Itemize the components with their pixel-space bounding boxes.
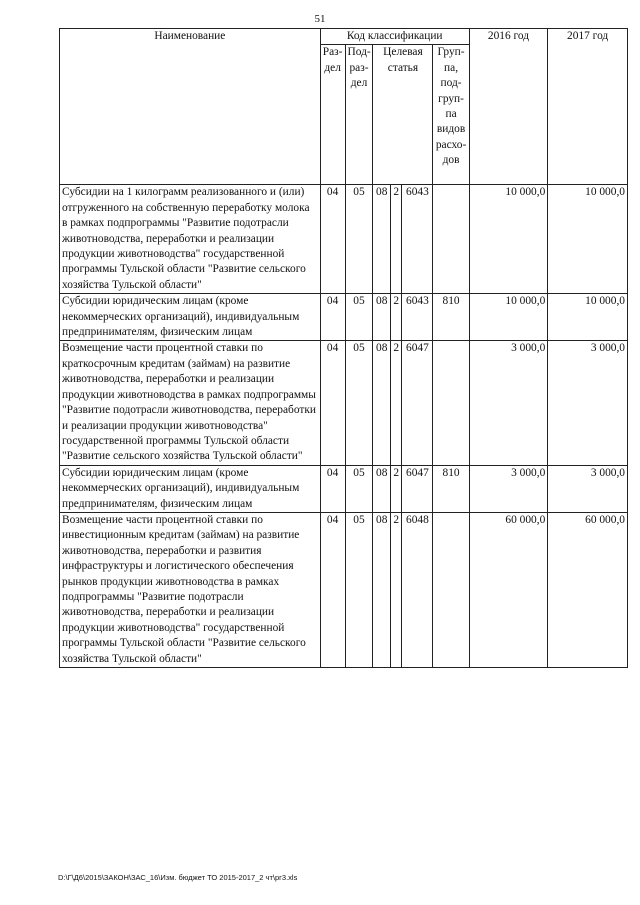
row-value-2016: 60 000,0 xyxy=(469,512,548,667)
row-value-2016: 10 000,0 xyxy=(469,185,548,294)
row-value-2017: 10 000,0 xyxy=(548,185,628,294)
row-section: 04 xyxy=(320,294,345,341)
row-value-2017: 60 000,0 xyxy=(548,512,628,667)
row-target-code: 6047 xyxy=(402,341,433,465)
row-target-program: 08 xyxy=(373,512,391,667)
header-classification-code: Код классификации xyxy=(320,29,469,45)
header-expense-group: Груп- па, под- груп- па видов расхо- дов xyxy=(433,45,469,185)
header-year-2017: 2017 год xyxy=(548,29,628,185)
row-expense-group: 810 xyxy=(433,294,469,341)
row-target-code: 6043 xyxy=(402,185,433,294)
header-target-article: Целевая статья xyxy=(373,45,433,185)
row-subsection: 05 xyxy=(345,512,373,667)
row-section: 04 xyxy=(320,512,345,667)
row-target-subprogram: 2 xyxy=(391,185,402,294)
header-year-2016: 2016 год xyxy=(469,29,548,185)
row-subsection: 05 xyxy=(345,185,373,294)
row-target-code: 6047 xyxy=(402,465,433,512)
row-value-2016: 3 000,0 xyxy=(469,465,548,512)
row-subsection: 05 xyxy=(345,465,373,512)
header-name: Наименование xyxy=(60,29,321,185)
row-target-code: 6048 xyxy=(402,512,433,667)
file-path-footer: D:\Г\Д6\2015\ЗАКОН\ЗАС_16\Изм. бюджет ТО 2015-2017_2 чт\рг3.xls xyxy=(58,873,298,882)
row-target-program: 08 xyxy=(373,341,391,465)
row-target-subprogram: 2 xyxy=(391,341,402,465)
table-body xyxy=(60,185,628,668)
row-value-2016: 10 000,0 xyxy=(469,294,548,341)
row-section: 04 xyxy=(320,185,345,294)
row-name: Субсидии юридическим лицам (кроме некоммерческих организаций), индивидуальным предпринимателям, физическим лицам xyxy=(60,465,321,512)
row-value-2017: 3 000,0 xyxy=(548,465,628,512)
table-row xyxy=(60,294,628,341)
row-target-program: 08 xyxy=(373,185,391,294)
row-target-program: 08 xyxy=(373,294,391,341)
row-target-subprogram: 2 xyxy=(391,465,402,512)
row-target-subprogram: 2 xyxy=(391,294,402,341)
row-value-2017: 10 000,0 xyxy=(548,294,628,341)
table-row xyxy=(60,341,628,465)
row-expense-group: 810 xyxy=(433,465,469,512)
header-subsection: Под- раз- дел xyxy=(345,45,373,185)
table-row xyxy=(60,185,628,294)
row-target-subprogram: 2 xyxy=(391,512,402,667)
table-row xyxy=(60,465,628,512)
row-subsection: 05 xyxy=(345,294,373,341)
row-section: 04 xyxy=(320,341,345,465)
row-expense-group xyxy=(433,512,469,667)
row-expense-group xyxy=(433,341,469,465)
row-subsection: 05 xyxy=(345,341,373,465)
row-name: Возмещение части процентной ставки по краткосрочным кредитам (займам) на развитие животноводства, переработки и реализации продукции животноводства в рамках подпрограммы "Развитие подотрасли животноводства, переработки и реализации продукции животноводства" государственной программы Тульской области "Развитие сельского хозяйства Тульской области" xyxy=(60,341,321,465)
row-name: Субсидии юридическим лицам (кроме некоммерческих организаций), индивидуальным предпринимателям, физическим лицам xyxy=(60,294,321,341)
row-section: 04 xyxy=(320,465,345,512)
header-section: Раз- дел xyxy=(320,45,345,185)
budget-table xyxy=(59,28,628,668)
row-name: Возмещение части процентной ставки по инвестиционным кредитам (займам) на развитие животноводства, переработки и развития инфраструктуры и логистического обеспечения рынков продукции животноводства в рамках подпрограммы "Развитие подотрасли животноводства, переработки и реализации продукции животноводства" государственной программы Тульской области "Развитие сельского хозяйства Тульской области" xyxy=(60,512,321,667)
row-name: Субсидии на 1 килограмм реализованного и (или) отгруженного на собственную переработку молока в рамках подпрограммы "Развитие подотрасли животноводства, переработки и реализации продукции животноводства" государственной программы Тульской области "Развитие сельского хозяйства Тульской области" xyxy=(60,185,321,294)
row-expense-group xyxy=(433,185,469,294)
row-target-code: 6043 xyxy=(402,294,433,341)
row-target-program: 08 xyxy=(373,465,391,512)
row-value-2017: 3 000,0 xyxy=(548,341,628,465)
table-row xyxy=(60,512,628,667)
row-value-2016: 3 000,0 xyxy=(469,341,548,465)
page-number: 51 xyxy=(314,13,326,25)
